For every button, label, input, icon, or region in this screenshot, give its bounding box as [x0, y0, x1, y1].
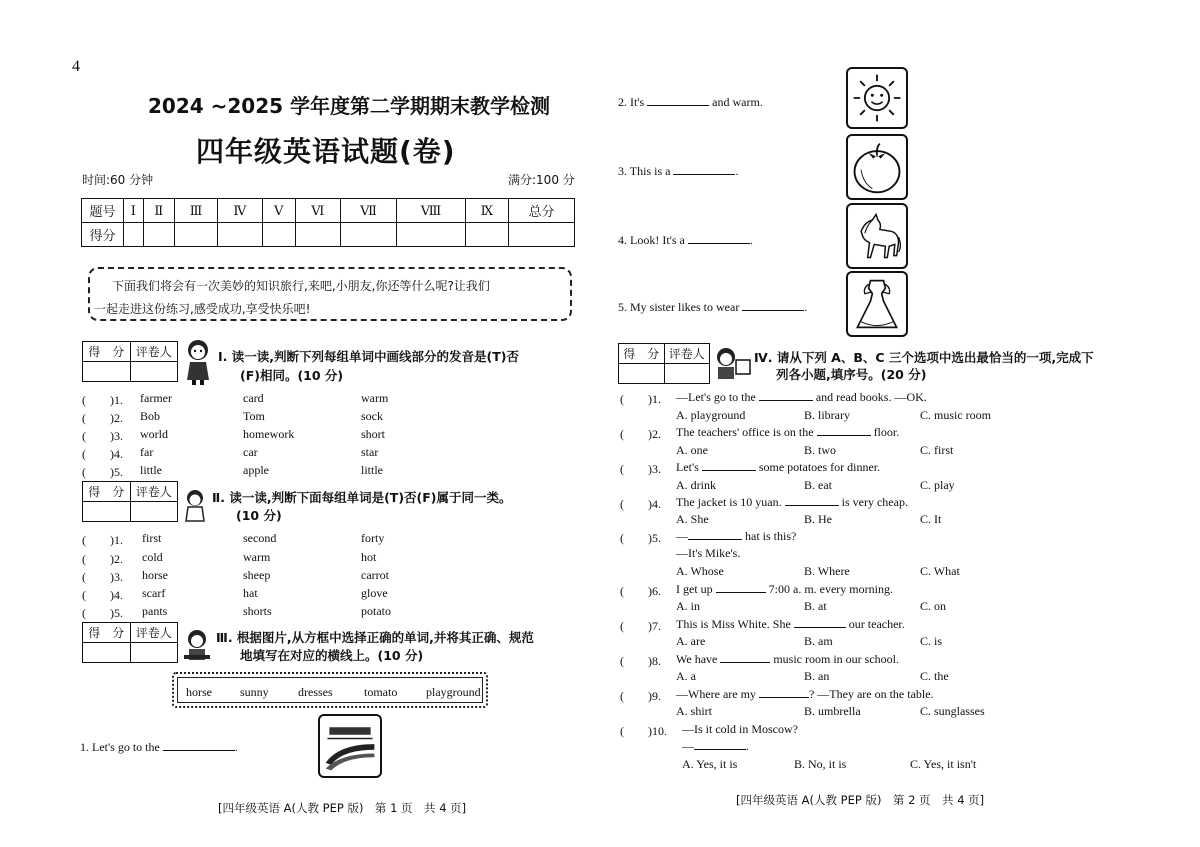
s4-q5-stem [676, 529, 796, 544]
s4-q5-option-b: B. Where [804, 564, 850, 578]
section1-item-4-word3: star [361, 445, 379, 459]
word-box-tomato: tomato [364, 685, 398, 699]
section2-item-1-word2: second [243, 531, 277, 545]
section3-title-line2: 地填写在对应的横线上。(10 分) [240, 648, 424, 663]
section2-title-line1: Ⅱ. 读一读,判断下面每组单词是(T)否(F)属于同一类。 [212, 490, 512, 505]
section4-title-line2: 列各小题,填序号。(20 分) [776, 367, 927, 382]
stem-post: ? —They are on the table. [808, 687, 934, 701]
section3-q4 [618, 233, 753, 248]
s4-q6-option-a: A. in [676, 599, 700, 613]
section2-item-1-num[interactable]: ( )1. [82, 533, 123, 547]
score-input-9[interactable] [465, 223, 508, 247]
s4-q10-line2: — . [682, 739, 749, 753]
cartoon-boy-icon [182, 628, 212, 664]
section1-item-3-word2: homework [243, 427, 295, 441]
section1-item-5-word3: little [361, 463, 383, 477]
q4-text-before: 4. Look! It's a [618, 233, 685, 247]
grader-table-4 [618, 343, 710, 384]
footer-left: [四年级英语 A(人教 PEP 版) 第 1 页 共 4 页] [218, 801, 467, 815]
margin-mark: 4 [72, 58, 80, 75]
word: farmer [140, 391, 172, 405]
grader-label: 评卷人 [664, 344, 710, 364]
s4-q7-num[interactable]: ( )7. [620, 619, 661, 633]
s4-q8-option-b: B. an [804, 669, 830, 683]
grader-score-input[interactable] [83, 502, 131, 522]
stem-pre: The jacket is 10 yuan. [676, 495, 782, 509]
q5-text-before: 5. My sister likes to wear [618, 300, 740, 314]
stem-post: and read books. —OK. [815, 390, 927, 404]
cartoon-girl-icon [182, 488, 208, 524]
score-cell-label: 题号 [82, 199, 124, 223]
section3-title-line1: Ⅲ. 根据图片,从方框中选择正确的单词,并将其正确、规范 [216, 630, 534, 645]
score-cell-total: 总分 [509, 199, 575, 223]
q2-text-before: 2. It's [618, 95, 645, 109]
section1-item-1-word3: warm [361, 391, 389, 405]
section2-item-4-word2: hat [243, 586, 258, 600]
stem-pre: Let's [676, 460, 699, 474]
section3-q5 [618, 300, 807, 315]
s4-q8-num[interactable]: ( )8. [620, 654, 661, 668]
q1-text-after: . [234, 740, 238, 754]
s4-q9-option-c: C. sunglasses [920, 704, 985, 718]
stem-pre: We have [676, 652, 718, 666]
s4-q8-stem [676, 652, 899, 667]
s4-q10-num[interactable]: ( )10. [620, 724, 667, 738]
section2-title-line2: (10 分) [236, 508, 282, 523]
q2-answer-blank[interactable] [647, 95, 709, 106]
section1-item-2-num[interactable]: ( )2. [82, 411, 123, 425]
grader-label: 评卷人 [130, 342, 178, 362]
s4-q10-option-c: C. Yes, it isn't [910, 757, 977, 771]
section2-item-5-num[interactable]: ( )5. [82, 606, 123, 620]
stem-post: our teacher. [848, 617, 905, 631]
s4-q1-option-c: C. music room [920, 408, 991, 422]
section1-item-5-word1: little [140, 463, 162, 477]
sun-picture [846, 67, 908, 129]
section2-item-5-word2: shorts [243, 604, 272, 618]
s4-q3-option-b: B. eat [804, 478, 832, 492]
grader-table-1 [82, 341, 178, 382]
score-cell-8: Ⅷ [397, 199, 465, 223]
tomato-picture [846, 134, 908, 200]
score-input-6[interactable] [295, 223, 340, 247]
s4-q1-stem [676, 390, 927, 405]
grader-label: 评卷人 [130, 482, 178, 502]
score-input-7[interactable] [340, 223, 397, 247]
section1-item-5-word2: apple [243, 463, 269, 477]
grader-score-label: 得 分 [83, 342, 131, 362]
q3-answer-blank[interactable] [673, 164, 735, 175]
s4-q5-line2: —It's Mike's. [676, 546, 741, 560]
stem-pre: — [676, 529, 688, 543]
s4-q6-option-b: B. at [804, 599, 827, 613]
grader-score-label: 得 分 [83, 623, 131, 643]
s4-q1-num[interactable]: ( )1. [620, 392, 661, 406]
score-input-5[interactable] [262, 223, 295, 247]
section2-item-3-word2: sheep [243, 568, 271, 582]
section1-item-4-word2: car [243, 445, 258, 459]
section1-item-3-num[interactable]: ( )3. [82, 429, 123, 443]
stem-post: some potatoes for dinner. [758, 460, 881, 474]
score-input-3[interactable] [174, 223, 217, 247]
section2-item-4-word3: glove [361, 586, 388, 600]
q5-text-after: . [804, 300, 808, 314]
section3-q3 [618, 164, 738, 179]
grader-table-2 [82, 481, 178, 522]
score-input-2[interactable] [143, 223, 174, 247]
s4-q7-option-b: B. am [804, 634, 833, 648]
q2-text-after: and warm. [712, 95, 763, 109]
s4-q9-num[interactable]: ( )9. [620, 689, 661, 703]
s4-q2-num[interactable]: ( )2. [620, 427, 661, 441]
score-cell-5: Ⅴ [262, 199, 295, 223]
s4-q4-option-c: C. It [920, 512, 942, 526]
grader-name-input[interactable] [130, 643, 178, 663]
q4-answer-blank[interactable] [688, 233, 750, 244]
stem-pre: —Where are my [676, 687, 756, 701]
score-input-total[interactable] [509, 223, 575, 247]
full-score: 满分:100 分 [508, 173, 575, 187]
q5-answer-blank[interactable] [742, 300, 804, 311]
grader-name-input[interactable] [130, 362, 178, 382]
exam-title: 四年级英语试题(卷) [196, 135, 456, 168]
exam-year-title: 2024 ~2025 学年度第二学期期末教学检测 [148, 94, 551, 118]
section2-item-1-word3: forty [361, 531, 385, 545]
stem-post: hat is this? [745, 529, 797, 543]
stem-blank[interactable] [794, 617, 846, 628]
intro-line-2: 一起走进这份练习,感受成功,享受快乐吧! [94, 302, 311, 316]
score-input-8[interactable] [397, 223, 465, 247]
s4-q6-option-c: C. on [920, 599, 947, 613]
grader-score-input[interactable] [619, 364, 665, 384]
s4-q9-option-b: B. umbrella [804, 704, 861, 718]
s4-q8-option-a: A. a [676, 669, 696, 683]
time-limit: 时间:60 分钟 [82, 173, 154, 187]
score-row-label: 得分 [82, 223, 124, 247]
score-cell-1: Ⅰ [124, 199, 144, 223]
s4-q10-option-b: B. No, it is [794, 757, 847, 771]
s4-q2-stem [676, 425, 899, 440]
intro-box [88, 267, 572, 321]
cartoon-boy-icon [712, 346, 752, 382]
intro-line-1: 下面我们将会有一次美妙的知识旅行,来吧,小朋友,你还等什么呢?让我们 [112, 279, 490, 293]
score-cell-3: Ⅲ [174, 199, 217, 223]
score-cell-2: Ⅱ [143, 199, 174, 223]
stem-post: 7:00 a. m. every morning. [768, 582, 893, 596]
stem-blank[interactable] [759, 390, 813, 401]
section2-item-2-word1: cold [142, 550, 163, 564]
section1-item-3-word3: short [361, 427, 385, 441]
q1-answer-blank[interactable] [163, 740, 235, 751]
horse-picture [846, 203, 908, 269]
section2-item-2-word3: hot [361, 550, 377, 564]
s4-q10-stem: —Is it cold in Moscow? [682, 722, 798, 736]
section1-item-2-word1: Bob [140, 409, 161, 423]
stem-blank[interactable] [716, 582, 766, 593]
stem-pre: The teachers' office is on the [676, 425, 814, 439]
word-box [172, 672, 488, 708]
stem-blank[interactable] [720, 652, 770, 663]
section1-title-line1: Ⅰ. 读一读,判断下列每组单词中画线部分的发音是(T)否 [218, 349, 519, 364]
s4-q8-option-c: C. the [920, 669, 949, 683]
grader-score-label: 得 分 [619, 344, 665, 364]
stem-blank[interactable] [817, 425, 871, 436]
footer-right: [四年级英语 A(人教 PEP 版) 第 2 页 共 4 页] [736, 793, 985, 807]
s4-q10-option-a: A. Yes, it is [682, 757, 738, 771]
s4-q2-option-c: C. first [920, 443, 954, 457]
section3-q2 [618, 95, 763, 110]
section1-item-2-word2: Tom [243, 409, 265, 423]
section2-item-3-num[interactable]: ( )3. [82, 570, 123, 584]
s4-q3-option-c: C. play [920, 478, 955, 492]
stem-post: floor. [873, 425, 900, 439]
stem-post: music room in our school. [773, 652, 899, 666]
q3-text-before: 3. This is a [618, 164, 671, 178]
score-cell-7: Ⅶ [340, 199, 397, 223]
cartoon-girl-icon [182, 338, 214, 386]
s4-q3-option-a: A. drink [676, 478, 716, 492]
score-input-1[interactable] [124, 223, 144, 247]
stem-dash: — [682, 739, 694, 753]
s4-q5-num[interactable]: ( )5. [620, 531, 661, 545]
grader-name-input[interactable] [664, 364, 710, 384]
dress-picture [846, 271, 908, 337]
section2-item-5-word3: potato [361, 604, 391, 618]
s4-q7-stem [676, 617, 905, 632]
section1-item-5-num[interactable]: ( )5. [82, 465, 123, 479]
grader-score-input[interactable] [83, 362, 131, 382]
section1-item-1-num[interactable]: ( )1. [82, 393, 123, 407]
grader-score-label: 得 分 [83, 482, 131, 502]
score-cell-4: Ⅳ [218, 199, 263, 223]
word-box-playground: playground [426, 685, 481, 699]
section2-item-4-num[interactable]: ( )4. [82, 588, 123, 602]
s4-q2-option-a: A. one [676, 443, 708, 457]
score-cell-6: Ⅵ [295, 199, 340, 223]
stem-pre: This is Miss White. She [676, 617, 791, 631]
section2-item-4-word1: scarf [142, 586, 166, 600]
s4-q4-num[interactable]: ( )4. [620, 497, 661, 511]
section1-item-4-word1: far [140, 445, 154, 459]
word-box-sunny: sunny [240, 685, 269, 699]
playground-picture [318, 714, 382, 778]
section2-item-5-word1: pants [142, 604, 168, 618]
word-box-dresses: dresses [298, 685, 333, 699]
section2-item-1-word1: first [142, 531, 162, 545]
stem-post: is very cheap. [841, 495, 908, 509]
section2-item-2-num[interactable]: ( )2. [82, 552, 123, 566]
s4-q4-option-b: B. He [804, 512, 832, 526]
score-cell-9: Ⅸ [465, 199, 508, 223]
s4-q9-option-a: A. shirt [676, 704, 712, 718]
s4-q9-stem [676, 687, 934, 702]
grader-name-input[interactable] [130, 502, 178, 522]
section4-title-line1: Ⅳ. 请从下列 A、B、C 三个选项中选出最恰当的一项,完成下 [754, 350, 1094, 365]
section2-item-2-word2: warm [243, 550, 271, 564]
grader-label: 评卷人 [130, 623, 178, 643]
section1-item-1-word1 [140, 391, 172, 406]
word-box-horse: horse [186, 685, 212, 699]
stem-blank[interactable] [785, 495, 839, 506]
section1-title-line2: (F)相同。(10 分) [240, 368, 344, 383]
q1-text-before: 1. Let's go to the [80, 740, 160, 754]
s4-q7-option-c: C. is [920, 634, 943, 648]
grader-score-input[interactable] [83, 643, 131, 663]
s4-q6-stem [676, 582, 893, 597]
stem-blank[interactable] [688, 529, 742, 540]
section1-item-3-word1: world [140, 427, 168, 441]
score-table-header-row [82, 199, 575, 223]
stem-pre: —Let's go to the [676, 390, 756, 404]
score-table-score-row [82, 223, 575, 247]
q4-text-after: . [749, 233, 753, 247]
section2-item-3-word3: carrot [361, 568, 389, 582]
s4-q4-option-a: A. She [676, 512, 709, 526]
s4-q5-option-a: A. Whose [676, 564, 724, 578]
s4-q4-stem [676, 495, 908, 510]
score-table [81, 198, 575, 247]
section1-item-4-num[interactable]: ( )4. [82, 447, 123, 461]
grader-table-3 [82, 622, 178, 663]
section1-item-2-word3: sock [361, 409, 383, 423]
s4-q3-num[interactable]: ( )3. [620, 462, 661, 476]
s4-q6-num[interactable]: ( )6. [620, 584, 661, 598]
stem-blank[interactable] [694, 739, 746, 750]
s4-q2-option-b: B. two [804, 443, 837, 457]
stem-blank[interactable] [759, 687, 809, 698]
s4-q1-option-a: A. playground [676, 408, 746, 422]
q3-text-after: . [735, 164, 739, 178]
stem-pre: I get up [676, 582, 713, 596]
section2-item-3-word1: horse [142, 568, 168, 582]
s4-q1-option-b: B. library [804, 408, 850, 422]
score-input-4[interactable] [218, 223, 263, 247]
s4-q7-option-a: A. are [676, 634, 706, 648]
section1-item-1-word2: card [243, 391, 264, 405]
s4-q3-stem [676, 460, 880, 475]
section3-q1 [80, 740, 238, 755]
s4-q5-option-c: C. What [920, 564, 960, 578]
stem-blank[interactable] [702, 460, 756, 471]
